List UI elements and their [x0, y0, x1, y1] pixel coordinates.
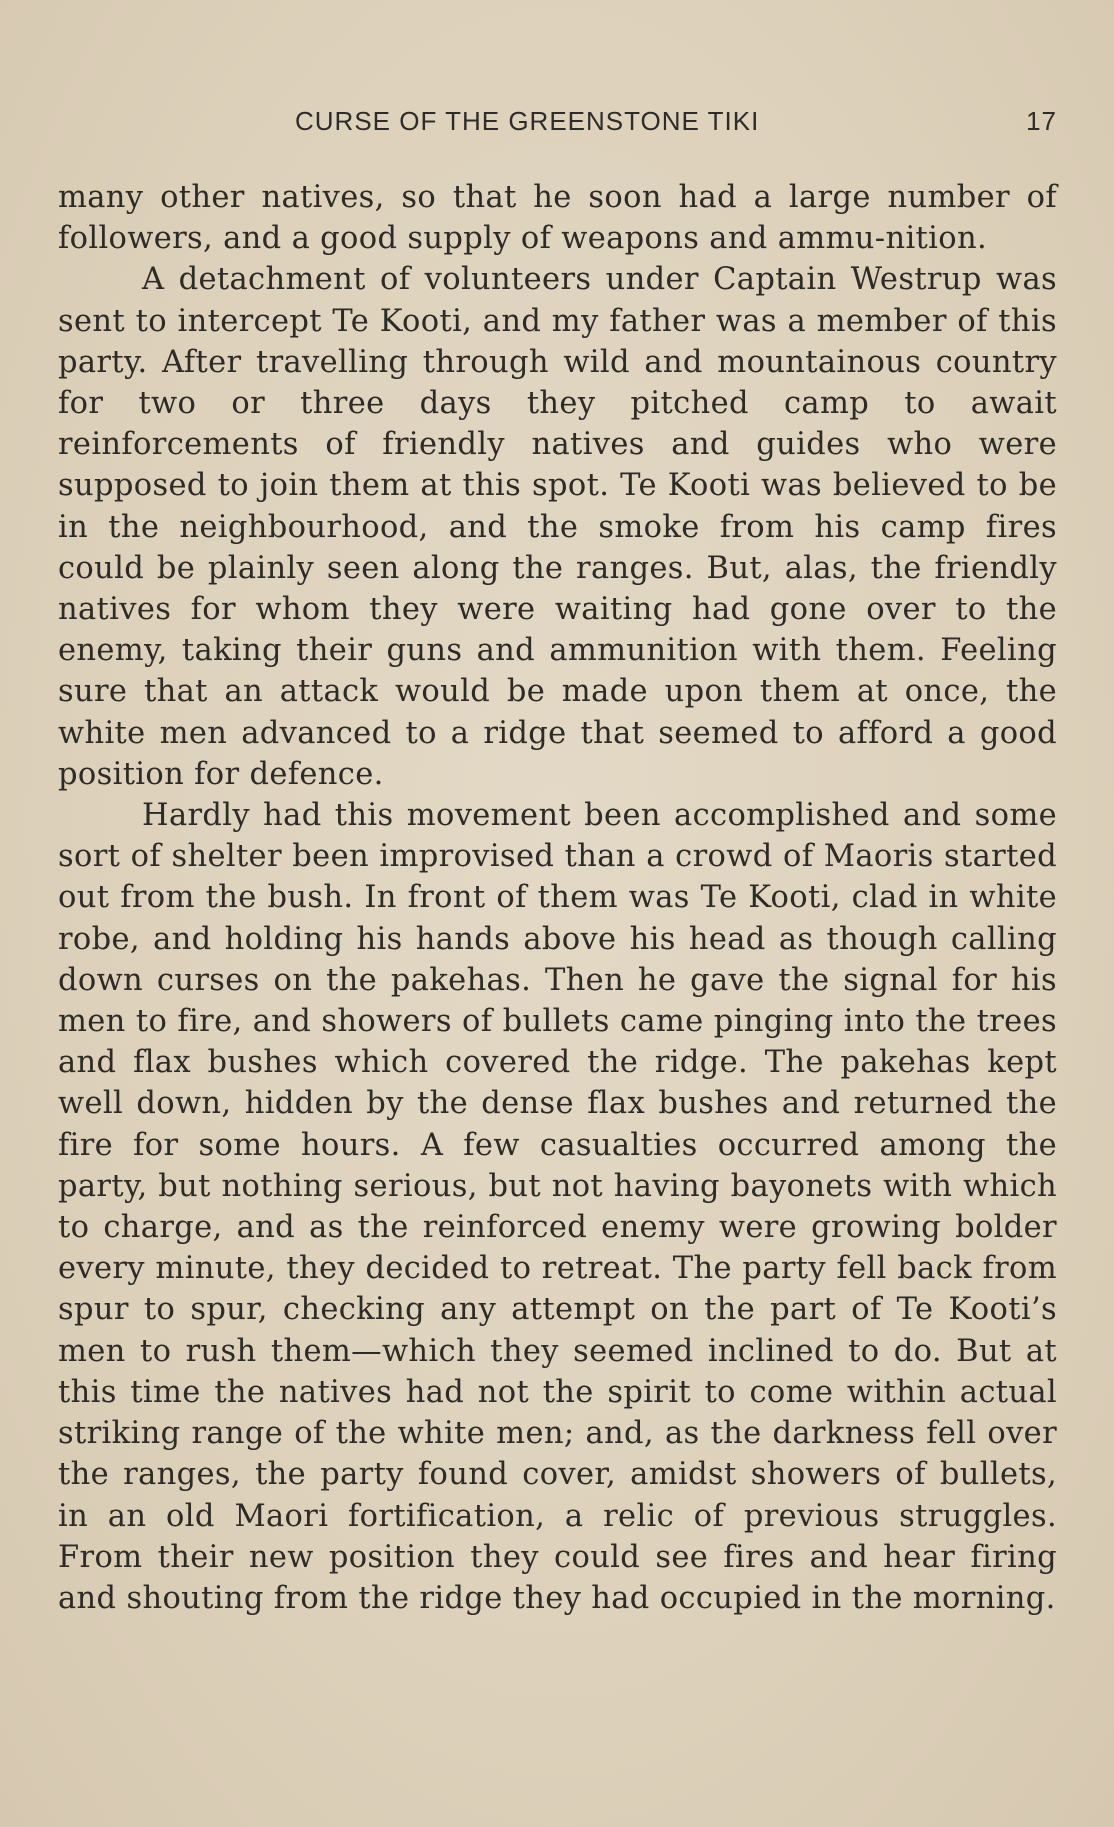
paragraph-attack: Hardly had this movement been accomplished and some sort of shelter been improvised than a crowd of Maoris started out from the bush. In front of them was Te Kooti, clad in white robe, and holding his hands above his head as though calling down curses on the pakehas. Then he gave the signal for his men to fire, and showers of bullets came pinging into the trees and flax bushes which covered the ridge. The pakehas kept well down, hidden by the dense flax bushes and returned the fire for some hours. A few casualties occurred among the party, but nothing serious, but not having bayonets with which to charge, and as the reinforced enemy were growing bolder every minute, they decided to retreat. The party fell back from spur to spur, checking any attempt on the part of Te Kooti’s men to rush them—which they seemed inclined to do. But at this time the natives had not the spirit to come within actual striking range of the white men; and, as the darkness fell over the ranges, the party found cover, amidst showers of bullets, in an old Maori fortification, a relic of previous struggles. From their new position they could see fires and hear firing and shouting from the ridge they had occupied in the morning. — [58, 798, 1057, 1616]
page-number: 17 — [1026, 106, 1057, 136]
running-head — [58, 106, 1057, 142]
paragraph-continued: many other natives, so that he soon had a large number of followers, and a good supply of weapons and ammu-nition. — [58, 180, 1057, 257]
body-text — [58, 177, 1057, 1619]
running-title: CURSE OF THE GREENSTONE TIKI — [295, 106, 760, 136]
paragraph-detachment: A detachment of volunteers under Captain Westrup was sent to intercept Te Kooti, and my father was a member of this party. After travelling through wild and mountainous country for two or three days they pitched camp to await reinforcements of friendly natives and guides who were supposed to join them at this spot. Te Kooti was believed to be in the neighbourhood, and the smoke from his camp fires could be plainly seen along the ranges. But, alas, the friendly natives for whom they were waiting had gone over to the enemy, taking their guns and ammunition with them. Feeling sure that an attack would be made upon them at once, the white men advanced to a ridge that seemed to afford a good position for defence. — [58, 262, 1057, 792]
